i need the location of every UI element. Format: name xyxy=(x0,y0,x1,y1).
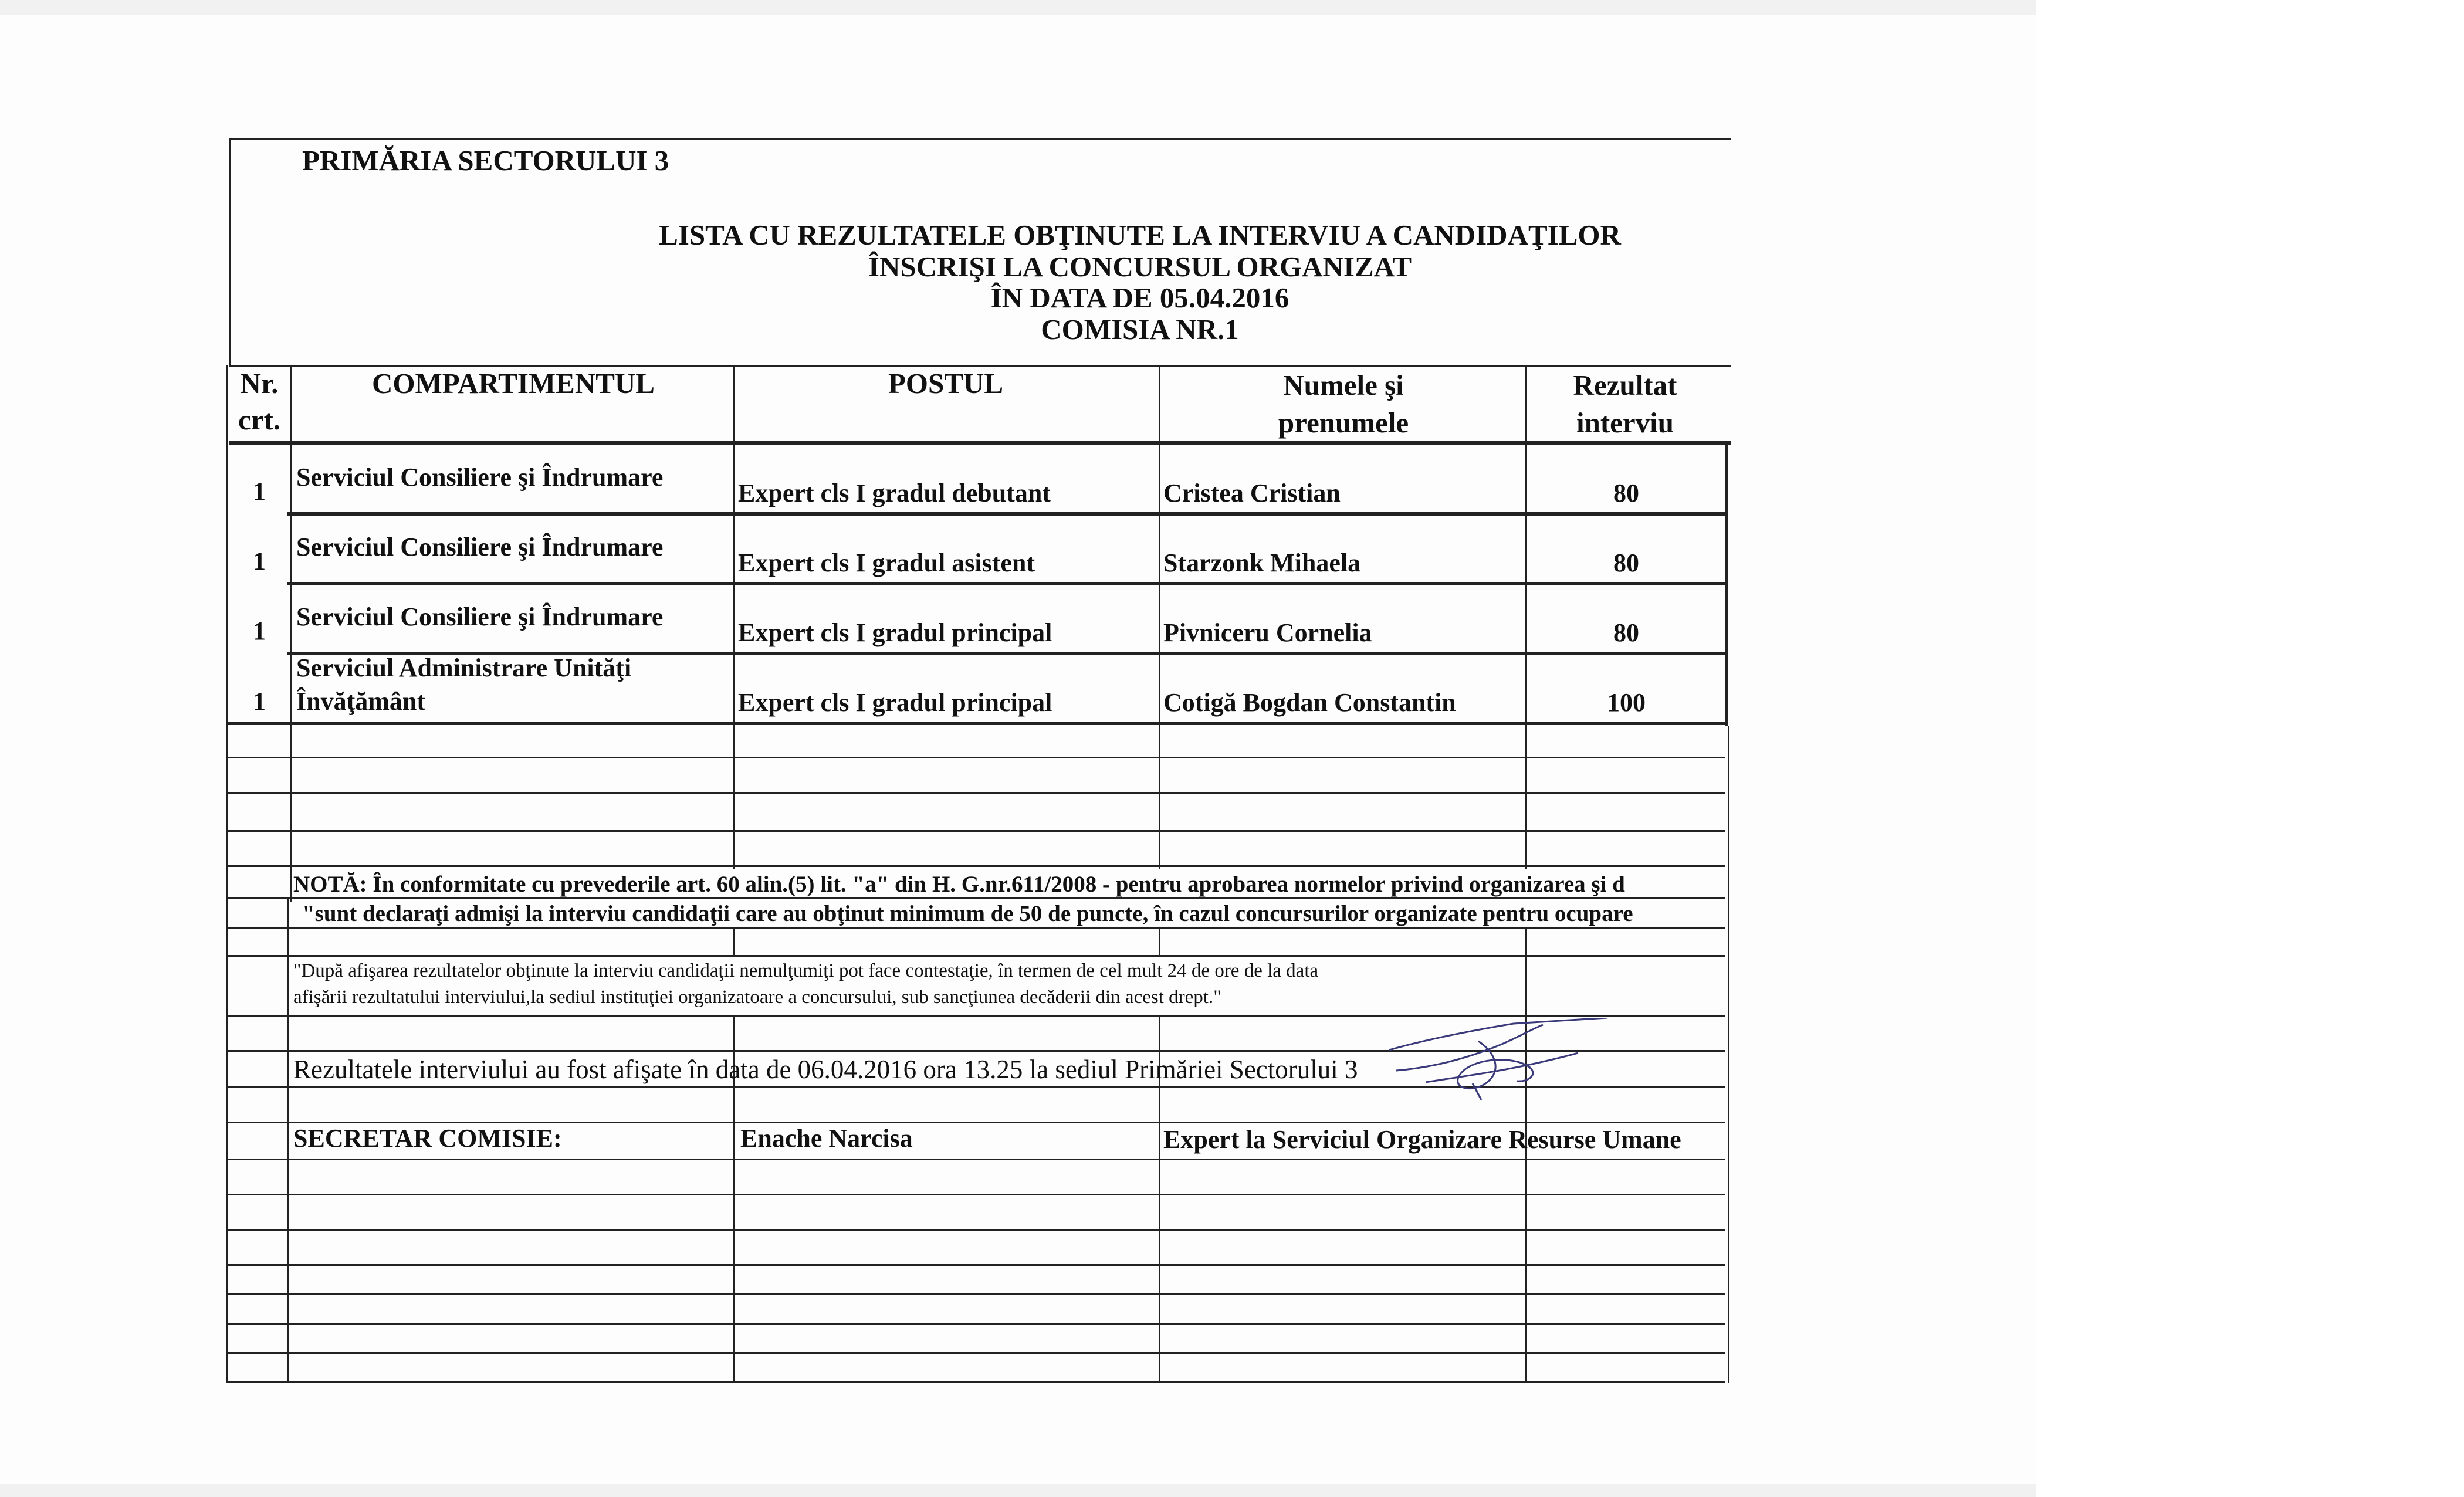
row-compartiment-line2: Învăţământ xyxy=(296,687,426,716)
row-nume: Pivniceru Cornelia xyxy=(1163,618,1372,647)
header-crt: crt. xyxy=(238,404,281,436)
secretar-function: Expert la Serviciul Organizare Resurse Umane xyxy=(1163,1125,1681,1154)
row-nume: Cristea Cristian xyxy=(1163,479,1341,507)
row-line xyxy=(226,1264,1725,1266)
column-divider xyxy=(733,927,735,956)
row-post: Expert cls I gradul asistent xyxy=(738,548,1035,577)
row-post: Expert cls I gradul debutant xyxy=(738,479,1051,507)
row-line xyxy=(226,722,1725,725)
header-compartiment: COMPARTIMENTUL xyxy=(372,367,655,399)
institution-name: PRIMĂRIA SECTORULUI 3 xyxy=(302,144,669,177)
row-nr: 1 xyxy=(253,477,266,506)
header-prenume: prenumele xyxy=(1278,407,1409,439)
column-divider xyxy=(1159,927,1160,956)
column-divider xyxy=(1159,365,1160,869)
exam-date: ÎN DATA DE 05.04.2016 xyxy=(990,282,1289,314)
row-compartiment: Serviciul Consiliere şi Îndrumare xyxy=(296,602,664,631)
column-divider xyxy=(1525,927,1527,1383)
row-line xyxy=(226,897,1725,899)
row-line xyxy=(226,865,1725,867)
row-nr: 1 xyxy=(253,687,266,716)
column-divider xyxy=(287,897,289,1383)
header-nume: Numele şi xyxy=(1283,369,1404,401)
row-post: Expert cls I gradul principal xyxy=(738,688,1052,717)
row-rezultat: 80 xyxy=(1613,548,1639,577)
header-bottom-line xyxy=(229,441,1731,445)
left-border-line xyxy=(226,365,228,1383)
document-title: LISTA CU REZULTATELE OBŢINUTE LA INTERVIU A CANDIDAŢILOR xyxy=(659,219,1621,251)
right-border-line xyxy=(1725,441,1728,726)
row-line xyxy=(226,1194,1725,1195)
column-divider xyxy=(1525,365,1527,869)
row-rezultat: 100 xyxy=(1607,688,1646,717)
signature xyxy=(1385,1018,1607,1103)
row-rezultat: 80 xyxy=(1613,618,1639,647)
row-rezultat: 80 xyxy=(1613,479,1639,507)
row-compartiment-line1: Serviciul Administrare Unităţi xyxy=(296,653,632,682)
row-line xyxy=(287,582,1725,585)
row-line xyxy=(226,757,1725,758)
header-post: POSTUL xyxy=(888,367,1004,399)
row-line xyxy=(226,1352,1725,1354)
row-line xyxy=(226,1323,1725,1325)
row-line xyxy=(226,830,1725,832)
row-nume: Starzonk Mihaela xyxy=(1163,548,1361,577)
row-line xyxy=(226,1293,1725,1295)
row-line xyxy=(226,792,1725,794)
committee-number: COMISIA NR.1 xyxy=(1041,313,1239,346)
left-frame-line-top xyxy=(229,138,231,367)
row-line xyxy=(226,1159,1725,1160)
top-frame-line xyxy=(229,138,1731,140)
column-divider xyxy=(290,365,292,902)
column-divider xyxy=(733,365,735,869)
row-line xyxy=(226,1015,1725,1017)
row-compartiment: Serviciul Consiliere şi Îndrumare xyxy=(296,463,664,492)
nota-line-2: "sunt declaraţi admişi la interviu candidaţii care au obţinut minimum de 50 de puncte, în cazul concursurilor organizate pentru ocupare xyxy=(302,901,1633,926)
row-post: Expert cls I gradul principal xyxy=(738,618,1052,647)
header-nr: Nr. xyxy=(240,367,279,399)
header-rezultat: Rezultat xyxy=(1573,369,1677,401)
secretar-label: SECRETAR COMISIE: xyxy=(293,1124,562,1153)
secretar-name: Enache Narcisa xyxy=(740,1124,913,1153)
header-interviu: interviu xyxy=(1576,407,1674,439)
row-nr: 1 xyxy=(253,617,266,645)
row-compartiment: Serviciul Consiliere şi Îndrumare xyxy=(296,533,664,561)
row-nume: Cotigă Bogdan Constantin xyxy=(1163,688,1456,717)
row-line xyxy=(287,512,1725,516)
row-nr: 1 xyxy=(253,547,266,575)
document-subtitle: ÎNSCRIŞI LA CONCURSUL ORGANIZAT xyxy=(868,250,1412,283)
row-line xyxy=(226,1381,1725,1383)
contestatie-line-2: afişării rezultatului interviului,la sediul instituţiei organizatoare a concursului, sub sancţiunea decăderii din acest drept." xyxy=(293,987,1221,1008)
row-line xyxy=(226,1229,1725,1231)
right-border-line xyxy=(1728,726,1729,1383)
contestatie-line-1: "După afişarea rezultatelor obţinute la interviu candidaţii nemulţumiţi pot face contestaţie, în termen de cel mult 24 de ore de la data xyxy=(293,960,1319,981)
row-line xyxy=(226,955,1725,957)
nota-line-1: NOTĂ: În conformitate cu prevederile art. 60 alin.(5) lit. "a" din H. G.nr.611/2008 - pentru aprobarea normelor privind organizarea şi d xyxy=(293,872,1625,897)
row-line xyxy=(226,927,1725,929)
afisare-note: Rezultatele interviului au fost afişate în data de 06.04.2016 ora 13.25 la sediul Primăriei Sectorului 3 xyxy=(293,1055,1358,1084)
